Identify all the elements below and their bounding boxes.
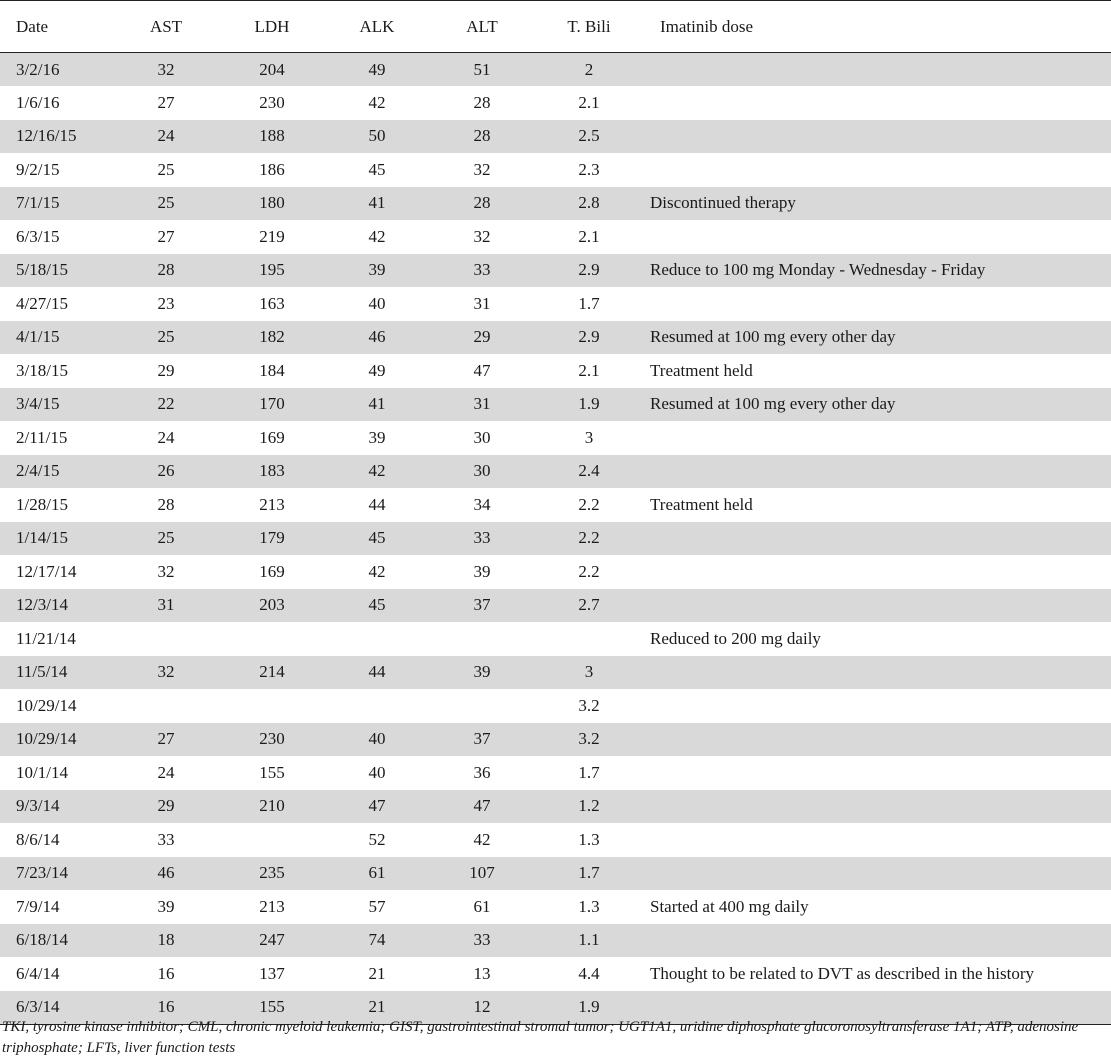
table-row [0, 220, 1111, 254]
cell-imatinib-dose [646, 924, 1111, 958]
table-row [0, 187, 1111, 221]
cell-ldh: 179 [259, 528, 285, 548]
table-header [0, 1, 1111, 53]
table-row [0, 890, 1111, 924]
cell-imatinib-dose: Reduced to 200 mg daily [650, 628, 821, 648]
cell-imatinib-dose [646, 455, 1111, 489]
cell-alk [322, 689, 432, 723]
cell-imatinib-dose: Resumed at 100 mg every other day [650, 327, 896, 347]
cell-ldh: 183 [259, 461, 285, 481]
cell-ldh: 204 [259, 59, 285, 79]
cell-t-bili: 2.5 [578, 126, 600, 146]
cell-alt: 47 [473, 360, 491, 380]
cell-imatinib-dose: Resumed at 100 mg every other day [650, 394, 896, 414]
cell-ldh: 186 [259, 159, 285, 179]
header-alk: ALK [322, 1, 432, 53]
cell-imatinib-dose [646, 220, 1111, 254]
cell-imatinib-dose: Reduce to 100 mg Monday - Wednesday - Friday [650, 260, 986, 280]
cell-alk: 44 [368, 662, 386, 682]
table-row [0, 321, 1111, 355]
cell-ldh: 214 [259, 662, 285, 682]
cell-ast: 25 [157, 193, 175, 213]
cell-alt: 47 [473, 796, 491, 816]
cell-alk: 21 [368, 963, 386, 983]
table-footnote: TKI, tyrosine kinase inhibitor; CML, chronic myeloid leukemia; GIST, gastrointestinal stromal tumor; UGT1A1, uridine diphosphate glucoronosyltransferase 1A1; ATP, adenosine triphosphate; LFTs, liver function tests [2, 1019, 1079, 1056]
cell-date: 10/1/14 [16, 762, 68, 782]
cell-alk: 44 [368, 494, 386, 514]
table-row [0, 86, 1111, 120]
cell-imatinib-dose: Discontinued therapy [650, 193, 796, 213]
cell-t-bili: 2.7 [578, 595, 600, 615]
cell-ast: 28 [157, 260, 175, 280]
cell-imatinib-dose [646, 723, 1111, 757]
table-row [0, 455, 1111, 489]
cell-alk: 39 [368, 427, 386, 447]
cell-ldh: 184 [259, 360, 285, 380]
cell-alt: 13 [473, 963, 491, 983]
cell-ast: 32 [157, 662, 175, 682]
cell-alk: 40 [368, 293, 386, 313]
cell-ast: 28 [157, 494, 175, 514]
cell-t-bili: 1.2 [578, 796, 600, 816]
cell-alt: 30 [473, 427, 491, 447]
cell-ldh: 210 [259, 796, 285, 816]
cell-alt [432, 689, 532, 723]
cell-t-bili: 4.4 [578, 963, 600, 983]
cell-ldh: 230 [259, 729, 285, 749]
cell-ldh: 155 [259, 762, 285, 782]
cell-ldh: 180 [259, 193, 285, 213]
cell-ldh [222, 689, 322, 723]
cell-date: 6/18/14 [16, 930, 68, 950]
cell-alk [322, 622, 432, 656]
cell-date: 1/6/16 [16, 92, 60, 112]
cell-date: 8/6/14 [16, 829, 60, 849]
cell-alt: 12 [432, 991, 532, 1025]
cell-alk: 47 [368, 796, 386, 816]
table-row [0, 488, 1111, 522]
cell-alk: 41 [368, 394, 386, 414]
header-imatinib-dose: Imatinib dose [646, 1, 1111, 53]
cell-t-bili: 2.1 [578, 226, 600, 246]
cell-alt: 32 [473, 226, 491, 246]
cell-date: 3/18/15 [16, 360, 68, 380]
cell-alk: 74 [368, 930, 386, 950]
cell-alt: 30 [473, 461, 491, 481]
cell-t-bili: 1.9 [578, 394, 600, 414]
cell-alt: 31 [473, 394, 491, 414]
cell-t-bili: 3 [584, 662, 594, 682]
table-row [0, 153, 1111, 187]
cell-date: 1/28/15 [16, 494, 68, 514]
cell-date: 6/3/15 [16, 226, 60, 246]
cell-alt: 28 [473, 193, 491, 213]
cell-date: 5/18/15 [16, 260, 68, 280]
cell-t-bili: 2.4 [578, 461, 600, 481]
cell-imatinib-dose: Thought to be related to DVT as described in the history [650, 963, 1034, 983]
cell-t-bili: 1.7 [578, 762, 600, 782]
cell-date: 2/11/15 [16, 427, 68, 447]
cell-imatinib-dose [646, 857, 1111, 891]
cell-ldh [222, 823, 322, 857]
cell-ast: 24 [157, 427, 175, 447]
cell-ast: 27 [157, 92, 175, 112]
cell-ldh: 169 [259, 561, 285, 581]
cell-imatinib-dose: Treatment held [650, 494, 753, 514]
cell-t-bili: 1.1 [578, 930, 600, 950]
table-row [0, 790, 1111, 824]
cell-ast: 29 [157, 360, 175, 380]
table-row [0, 857, 1111, 891]
cell-ldh [222, 622, 322, 656]
table-row [0, 589, 1111, 623]
table-row [0, 522, 1111, 556]
cell-t-bili: 2.2 [578, 494, 600, 514]
cell-ast: 26 [157, 461, 175, 481]
header-alt: ALT [432, 1, 532, 53]
cell-alk: 41 [368, 193, 386, 213]
cell-alk: 45 [368, 159, 386, 179]
cell-ast: 39 [157, 896, 175, 916]
cell-t-bili: 2.9 [578, 260, 600, 280]
cell-alt: 61 [473, 896, 491, 916]
cell-date: 12/17/14 [16, 561, 77, 581]
cell-t-bili: 3.2 [578, 695, 600, 715]
cell-date: 7/9/14 [16, 896, 60, 916]
table-row [0, 656, 1111, 690]
cell-alk: 40 [368, 729, 386, 749]
cell-date: 11/21/14 [16, 628, 76, 648]
cell-ldh: 213 [259, 896, 285, 916]
cell-ldh: 203 [259, 595, 285, 615]
cell-ast: 23 [157, 293, 175, 313]
cell-date: 11/5/14 [16, 662, 68, 682]
cell-imatinib-dose: Started at 400 mg daily [650, 896, 809, 916]
cell-imatinib-dose [646, 555, 1111, 589]
cell-alt: 51 [473, 59, 491, 79]
cell-alt: 33 [473, 260, 491, 280]
cell-imatinib-dose [646, 522, 1111, 556]
cell-alk: 49 [368, 360, 386, 380]
cell-imatinib-dose [646, 756, 1111, 790]
cell-date: 7/1/15 [16, 193, 60, 213]
table-row [0, 723, 1111, 757]
cell-alt: 32 [473, 159, 491, 179]
cell-ast: 25 [157, 528, 175, 548]
cell-t-bili [532, 622, 646, 656]
table-row [0, 53, 1111, 87]
table-row [0, 689, 1111, 723]
cell-imatinib-dose [646, 589, 1111, 623]
table-body [0, 53, 1111, 1025]
table-row [0, 388, 1111, 422]
table-row [0, 823, 1111, 857]
cell-ast: 29 [157, 796, 175, 816]
cell-ast: 31 [157, 595, 175, 615]
cell-ast [110, 689, 222, 723]
cell-date: 1/14/15 [16, 528, 68, 548]
cell-ast: 16 [157, 963, 175, 983]
cell-ldh: 213 [259, 494, 285, 514]
cell-ldh: 169 [259, 427, 285, 447]
cell-ast: 27 [157, 729, 175, 749]
cell-date: 2/4/15 [16, 461, 60, 481]
cell-t-bili: 3.2 [578, 729, 600, 749]
cell-ast: 25 [157, 159, 175, 179]
cell-alt: 28 [473, 92, 491, 112]
cell-t-bili: 2 [584, 59, 594, 79]
cell-imatinib-dose [646, 656, 1111, 690]
cell-ldh: 235 [259, 863, 285, 883]
cell-alk: 49 [368, 59, 386, 79]
cell-imatinib-dose [646, 120, 1111, 154]
cell-alk: 61 [368, 863, 386, 883]
cell-ast: 24 [157, 762, 175, 782]
cell-alk: 45 [368, 595, 386, 615]
cell-t-bili: 1.3 [578, 896, 600, 916]
table-row [0, 287, 1111, 321]
cell-date: 3/2/16 [16, 59, 60, 79]
cell-alt: 39 [473, 561, 491, 581]
cell-ast: 18 [157, 930, 175, 950]
cell-t-bili: 2.2 [578, 561, 600, 581]
table-row [0, 622, 1111, 656]
cell-date: 10/29/14 [16, 695, 77, 715]
cell-alt: 34 [473, 494, 491, 514]
cell-ldh: 182 [259, 327, 285, 347]
cell-alt: 37 [473, 595, 491, 615]
cell-alk: 46 [368, 327, 386, 347]
cell-alk: 57 [368, 896, 386, 916]
cell-date: 7/23/14 [16, 863, 68, 883]
cell-ast: 33 [157, 829, 175, 849]
table-row [0, 421, 1111, 455]
cell-imatinib-dose [646, 823, 1111, 857]
cell-alk: 42 [368, 561, 386, 581]
cell-ast: 32 [157, 59, 175, 79]
cell-alt: 39 [473, 662, 491, 682]
cell-date: 4/1/15 [16, 327, 60, 347]
cell-alt: 33 [473, 528, 491, 548]
table-row [0, 254, 1111, 288]
cell-alt: 33 [473, 930, 491, 950]
cell-t-bili: 1.7 [578, 863, 600, 883]
header-ast: AST [110, 1, 222, 53]
cell-imatinib-dose [646, 287, 1111, 321]
cell-t-bili: 1.7 [578, 293, 600, 313]
cell-alk: 42 [368, 226, 386, 246]
cell-t-bili: 2.3 [578, 159, 600, 179]
cell-ast: 24 [157, 126, 175, 146]
cell-alt: 107 [469, 863, 495, 883]
table-row [0, 120, 1111, 154]
cell-ldh: 195 [259, 260, 285, 280]
cell-alt: 36 [473, 762, 491, 782]
cell-ldh: 163 [259, 293, 285, 313]
cell-t-bili: 1.9 [532, 991, 646, 1025]
table-row [0, 756, 1111, 790]
cell-alt [432, 622, 532, 656]
cell-t-bili: 1.3 [578, 829, 600, 849]
cell-date: 12/3/14 [16, 595, 68, 615]
cell-imatinib-dose [646, 421, 1111, 455]
header-t-bili: T. Bili [532, 1, 646, 53]
table-row [0, 957, 1111, 991]
cell-ast [110, 622, 222, 656]
cell-date: 4/27/15 [16, 293, 68, 313]
cell-t-bili: 2.8 [578, 193, 600, 213]
cell-alk: 42 [368, 92, 386, 112]
cell-alk: 52 [368, 829, 386, 849]
header-ldh: LDH [222, 1, 322, 53]
cell-alk: 40 [368, 762, 386, 782]
cell-alk: 39 [368, 260, 386, 280]
cell-alk: 21 [322, 991, 432, 1025]
cell-imatinib-dose [646, 689, 1111, 723]
cell-alt: 42 [473, 829, 491, 849]
cell-t-bili: 2.1 [578, 92, 600, 112]
cell-date: 3/4/15 [16, 394, 60, 414]
cell-imatinib-dose [646, 53, 1111, 87]
cell-date: 9/2/15 [16, 159, 60, 179]
cell-imatinib-dose: Treatment held [650, 360, 753, 380]
cell-imatinib-dose [646, 153, 1111, 187]
cell-t-bili: 2.1 [578, 360, 600, 380]
header-row [0, 1, 1111, 53]
cell-t-bili: 3 [584, 427, 594, 447]
cell-ast: 22 [157, 394, 175, 414]
cell-t-bili: 2.2 [578, 528, 600, 548]
cell-ldh: 230 [259, 92, 285, 112]
cell-date: 6/3/14 [0, 991, 110, 1025]
cell-alk: 42 [368, 461, 386, 481]
cell-imatinib-dose [646, 86, 1111, 120]
cell-ldh: 155 [222, 991, 322, 1025]
cell-alt: 29 [473, 327, 491, 347]
table-row [0, 555, 1111, 589]
cell-ldh: 170 [259, 394, 285, 414]
cell-date: 12/16/15 [16, 126, 77, 146]
cell-alt: 28 [473, 126, 491, 146]
cell-ldh: 247 [259, 930, 285, 950]
cell-alt: 37 [473, 729, 491, 749]
cell-alt: 31 [473, 293, 491, 313]
cell-ldh: 188 [259, 126, 285, 146]
header-date: Date [0, 1, 110, 53]
cell-alk: 45 [368, 528, 386, 548]
cell-date: 6/4/14 [16, 963, 60, 983]
cell-alk: 50 [368, 126, 386, 146]
table-row [0, 924, 1111, 958]
cell-ast: 25 [157, 327, 175, 347]
cell-ast: 16 [110, 991, 222, 1025]
table-row [0, 354, 1111, 388]
cell-t-bili: 2.9 [578, 327, 600, 347]
cell-ldh: 137 [259, 963, 285, 983]
cell-ast: 32 [157, 561, 175, 581]
cell-ast: 46 [157, 863, 175, 883]
cell-date: 10/29/14 [16, 729, 77, 749]
cell-date: 9/3/14 [16, 796, 60, 816]
cell-imatinib-dose [646, 790, 1111, 824]
cell-ldh: 219 [259, 226, 285, 246]
cell-ast: 27 [157, 226, 175, 246]
